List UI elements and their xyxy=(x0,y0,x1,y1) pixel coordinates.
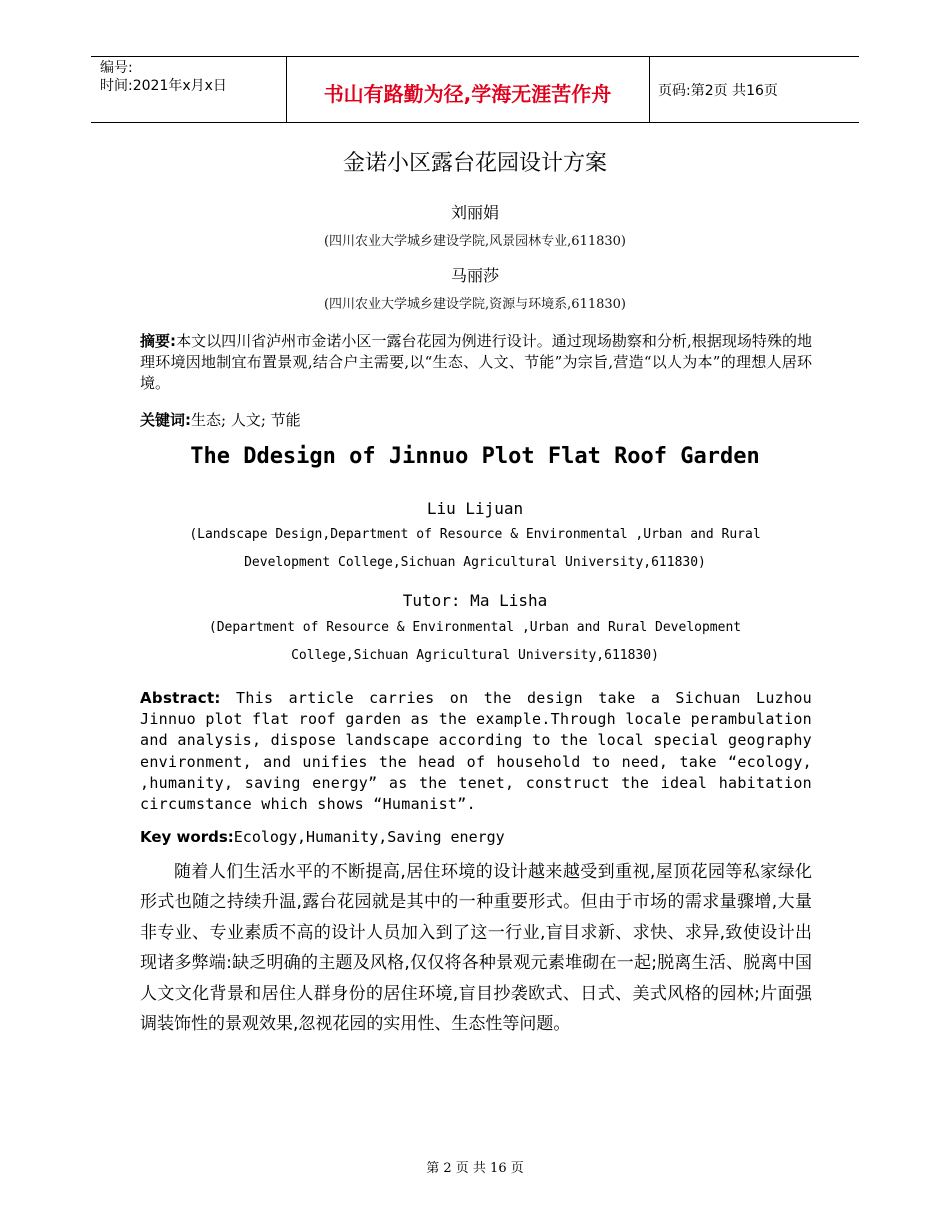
keywords-en-text: Ecology,Humanity,Saving energy xyxy=(233,828,505,846)
header-top-rule xyxy=(91,56,859,57)
keywords-en xyxy=(140,828,812,846)
author-2-cn: 马丽莎 xyxy=(450,266,499,285)
abstract-en-text: This article carries on the design take a Sichuan Luzhou Jinnuo plot flat roof garden as the example.Through locale perambulation and analysis, dispose landscape according to the local special geography environment, and unifies the head of household to need, take “ecology, ,humanity, saving energy” as the tenet, construct the ideal habitation circumstance which shows “Humanist”. xyxy=(140,689,812,814)
abstract-cn-label: 摘要: xyxy=(140,332,177,350)
header-time: 时间:2021年x月x日 xyxy=(100,78,227,94)
keywords-cn-label: 关键词: xyxy=(140,411,191,429)
affiliation-1-en-line2: Development College,Sichuan Agricultural University,611830) xyxy=(244,555,706,570)
keywords-cn xyxy=(140,409,812,430)
author-1-en: Liu Lijuan xyxy=(426,499,524,518)
header-bottom-rule xyxy=(91,122,859,123)
keywords-en-label: Key words: xyxy=(140,828,234,846)
author-2-en: Tutor: Ma Lisha xyxy=(402,591,548,610)
body-paragraph: 随着人们生活水平的不断提高,居住环境的设计越来越受到重视,屋顶花园等私家绿化形式也随之持续升温,露台花园就是其中的一种重要形式。但由于市场的需求量骤增,大量非专业、专业素质不高的设计人员加入到了这一行业,盲目求新、求快、求异,致使设计出现诸多弊端:缺乏明确的主题及风格,仅仅将各种景观元素堆砌在一起;脱离生活、脱离中国人文文化背景和居住人群身份的居住环境,盲目抄袭欧式、日式、美式风格的园林;片面强调装饰性的景观效果,忽视花园的实用性、生态性等问题。 xyxy=(140,862,812,1035)
abstract-en xyxy=(140,688,812,815)
header-number-label: 编号: xyxy=(100,60,133,76)
document-title-en: The Ddesign of Jinnuo Plot Flat Roof Garden xyxy=(190,444,760,469)
header-page-code: 页码:第2页 共16页 xyxy=(658,83,778,99)
header-motto: 书山有路勤为径,学海无涯苦作舟 xyxy=(323,82,612,106)
affiliation-2-cn: (四川农业大学城乡建设学院,资源与环境系,611830) xyxy=(323,297,627,312)
affiliation-2-en-line2: College,Sichuan Agricultural University,611830) xyxy=(291,648,659,663)
document-title-cn: 金诺小区露台花园设计方案 xyxy=(342,151,607,176)
abstract-cn-text: 本文以四川省泸州市金诺小区一露台花园为例进行设计。通过现场勘察和分析,根据现场特殊的地理环境因地制宜布置景观,结合户主需要,以“生态、人文、节能”为宗旨,营造“以人为本”的理想人居环境。 xyxy=(140,332,812,392)
affiliation-2-en-line1: (Department of Resource & Environmental ,Urban and Rural Development xyxy=(208,620,742,635)
keywords-cn-text: 生态; 人文; 节能 xyxy=(191,411,301,429)
abstract-cn xyxy=(140,331,812,394)
page-footer: 第 2 页 共 16 页 xyxy=(426,1161,524,1176)
header-meta xyxy=(100,59,227,95)
header-divider-2 xyxy=(649,56,650,122)
affiliation-1-cn: (四川农业大学城乡建设学院,风景园林专业,611830) xyxy=(323,234,627,249)
affiliation-1-en-line1: (Landscape Design,Department of Resource & Environmental ,Urban and Rural xyxy=(189,527,761,542)
author-1-cn: 刘丽娟 xyxy=(450,203,499,222)
abstract-en-label: Abstract: xyxy=(140,689,221,707)
